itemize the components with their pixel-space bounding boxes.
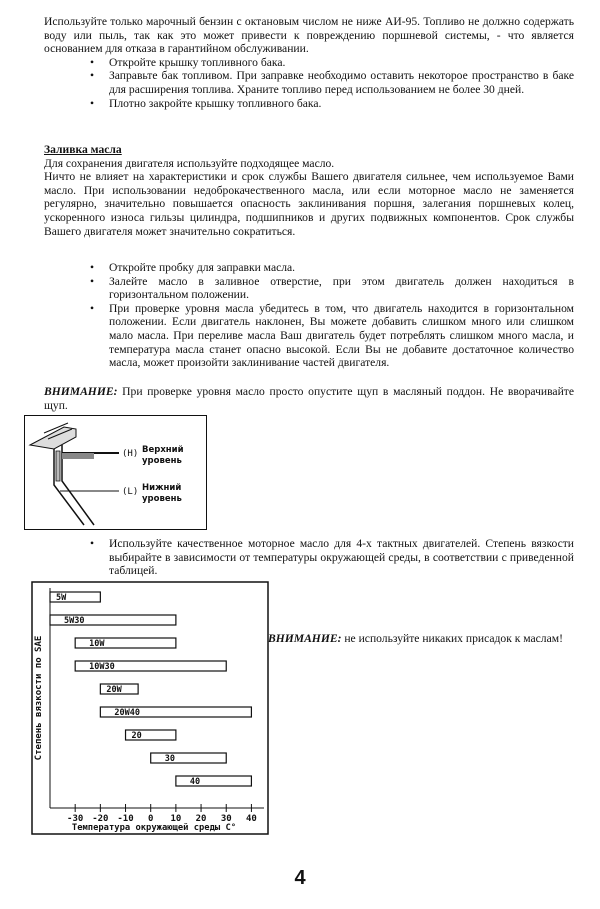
list-item: • Залейте масло в заливное отверстие, при этом двигатель должен находиться в горизонтальном положении. (90, 274, 574, 302)
bullet-icon: • (90, 55, 95, 69)
x-tick-label: 10 (170, 814, 182, 824)
viscosity-list (44, 537, 574, 578)
viscosity-bar (176, 776, 252, 786)
bar-label: 5W30 (64, 616, 85, 626)
dipstick-warning (44, 385, 574, 412)
list-item: • Откройте пробку для заправки масла. (90, 261, 296, 274)
bullet-icon: • (90, 274, 95, 288)
bar-label: 20 (131, 731, 142, 741)
dipstick-diagram (24, 415, 207, 530)
dipstick-icon (56, 451, 60, 481)
viscosity-chart (28, 580, 270, 838)
bullet-icon: • (90, 261, 95, 274)
list-item: • Заправьте бак топливом. При заправке необходимо оставить некоторое пространство в баке для расширения топлива. Храните топливо перед использованием не более 30 дней. (90, 69, 574, 96)
bullet-icon: • (90, 69, 95, 83)
fuel-steps-list (44, 56, 574, 110)
bullet-icon: • (90, 301, 95, 315)
y-axis-label: Степень вязкости по SAE (34, 635, 44, 761)
x-ticks (67, 804, 257, 824)
warning-label: ВНИМАНИЕ: (268, 632, 342, 645)
additives-warning (268, 632, 578, 646)
bar-label: 40 (189, 777, 201, 787)
oil-steps-list (44, 261, 574, 370)
fuel-section (44, 15, 574, 110)
x-tick-label: 30 (220, 814, 232, 824)
bar-label: 30 (164, 754, 175, 764)
list-item: • При проверке уровня масла убедитесь в том, что двигатель находится в горизонтальном положении. Если двигатель наклонен, Вы можете добавить слишком много или слишком мало масла. При переливе масла Ваш двигатель будет потреблять слишком много масла, и температура масла станет опасно высокой. Если Вы не добавите достаточное количество масла, может произойти заклинивание частей двигателя. (90, 301, 574, 370)
high-mark: (H) (122, 449, 139, 459)
warning-label: ВНИМАНИЕ: (44, 385, 118, 398)
fuel-paragraph: Используйте только марочный бензин с октановым числом не ниже АИ-95. Топливо не должно содержать воду или пыль, так как это может привести к повреждению поршневой системы, - что является основанием для отказа в гарантийном обслуживании. (44, 15, 574, 56)
page-number: 4 (294, 867, 306, 889)
section-heading: Заливка масла (44, 143, 122, 156)
bar-label: 5W (56, 593, 67, 603)
bar-label: 20W (106, 685, 122, 695)
low-label: Нижний (142, 483, 182, 493)
x-axis-label: Температура окружающей среды С° (71, 823, 237, 833)
low-mark: (L) (122, 487, 139, 497)
low-label-2: уровень (142, 494, 182, 504)
bullet-icon: • (90, 537, 95, 550)
bar-label: 20W40 (114, 708, 140, 718)
viscosity-bars (50, 592, 251, 787)
bar-label: 10W (89, 639, 105, 649)
bullet-icon: • (90, 96, 95, 110)
high-label: Верхний (142, 445, 184, 455)
oil-section (44, 143, 574, 238)
x-tick-label: -10 (117, 814, 134, 824)
oil-paragraph: Ничто не влияет на характеристики и срок службы Вашего двигателя сильнее, чем используемое Вами масло. При использовании недоброкачественного масла, или если моторное масло не заменяется регулярно, значительно повышается опасность заклинивания поршня, залегания поршневых колец, ускоренного износа гильзы цилиндра, подшипников и других подвижных компонентов. Срок службы Вашего двигателя может значительно сократиться. (44, 170, 574, 238)
x-tick-label: 20 (195, 814, 207, 824)
x-tick-label: -30 (67, 814, 84, 824)
list-item: • Откройте крышку топливного бака. (90, 55, 286, 69)
list-item: • Плотно закройте крышку топливного бака. (90, 96, 322, 110)
bar-label: 10W30 (89, 662, 115, 672)
x-tick-label: 0 (147, 814, 154, 824)
oil-intro: Для сохранения двигателя используйте подходящее масло. (44, 156, 335, 170)
high-label-2: уровень (142, 456, 182, 466)
warning-text: не используйте никаких присадок к маслам! (341, 632, 563, 645)
oil-steps (44, 261, 574, 370)
x-tick-label: -20 (92, 814, 109, 824)
viscosity-bar (151, 753, 227, 763)
x-tick-label: 40 (245, 814, 257, 824)
warning-text: При проверке уровня масло просто опустите щуп в масляный поддон. Не вворачивайте щуп. (44, 385, 574, 412)
list-item: • Используйте качественное моторное масло для 4-х тактных двигателей. Степень вязкости выбирайте в зависимости от температуры окружающей среды, в соответствии с приведенной таблицей. (90, 537, 574, 578)
